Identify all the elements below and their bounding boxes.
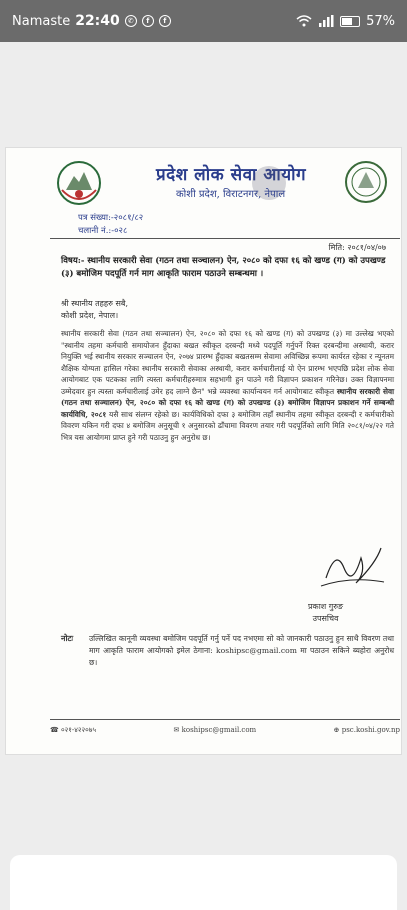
reference-number: पत्र संख्या:-२०८१/८२ bbox=[78, 213, 144, 223]
signer-title: उपसचिव bbox=[312, 614, 339, 623]
footer-web-text: psc.koshi.gov.np bbox=[341, 726, 400, 734]
dispatch-number: चलानी नं.:-०२८ bbox=[78, 226, 128, 236]
signer-name: प्रकाश गुरुङ bbox=[308, 602, 344, 611]
addressee-line: कोशी प्रदेश, नेपाल। bbox=[61, 311, 119, 320]
organization-name: प्रदेश लोक सेवा आयोग bbox=[156, 165, 307, 185]
signature-icon bbox=[306, 538, 386, 598]
addressee-line: श्री स्थानीय तहहरु सबै, bbox=[61, 299, 129, 308]
clock: 22:40 bbox=[75, 13, 120, 29]
facebook-icon-2: f bbox=[159, 15, 171, 27]
facebook-icon: f bbox=[142, 15, 154, 27]
footer-web: ⊕ psc.koshi.gov.np bbox=[333, 726, 400, 734]
letter-subject: विषय:- स्थानीय सरकारी सेवा (गठन तथा सञ्चालन) ऐन, २०८० को दफा १६ को खण्ड (ग) को उपखण्ड (३) बमोजिम पदपूर्ति गर्न माग आकृति फाराम पठाउने सम्बन्धमा । bbox=[61, 256, 386, 279]
header-divider bbox=[50, 238, 400, 239]
footer-email-text: koshipsc@gmail.com bbox=[181, 726, 257, 734]
status-bar bbox=[0, 0, 407, 42]
bottom-sheet bbox=[10, 855, 397, 910]
letter-footer bbox=[50, 726, 400, 735]
note-label: नोटः bbox=[61, 633, 74, 643]
signatory bbox=[308, 601, 343, 625]
reference-block bbox=[78, 212, 143, 238]
body-bold-text: स्थानीय सरकारी सेवा (गठन तथा सञ्चालन) ऐन, २०८० को दफा १६ को खण्ड (ग) को उपखण्ड (३) बमोजिम विज्ञापन प्रकाशन गर्ने सम्बन्धी कार्यविधि, २०८१ bbox=[61, 386, 394, 419]
battery-level: 57% bbox=[366, 13, 395, 29]
signal-icon bbox=[318, 15, 334, 27]
footer-divider bbox=[50, 719, 400, 720]
addressee bbox=[61, 298, 128, 322]
letter-date: मिति: २०८१/०४/०७ bbox=[328, 243, 386, 252]
organization-address: कोशी प्रदेश, विराटनगर, नेपाल bbox=[176, 189, 286, 200]
greeting-text: Namaste bbox=[12, 13, 71, 29]
footer-phone-text: ०२१-४२२०७५ bbox=[60, 726, 97, 734]
footer-phone: ☎ ०२१-४२२०७५ bbox=[50, 726, 97, 734]
whatsapp-icon: ✆ bbox=[125, 15, 137, 27]
footer-email: ✉ koshipsc@gmail.com bbox=[173, 726, 257, 734]
body-text-end: यसै साथ संलग्न रहेको छ। कार्यविधिको दफा ३ बमोजिम तहाँ स्थानीय तहमा स्वीकृत दरबन्दी र कर्मचारीको विवरण यकिन गरी दफा ४ बमोजिम अनुसूची १ अनुसारको ढाँचामा विवरण तयार गरी पदपूर्तिको लागि मिति २०८१/०४/२२ गते भित्र यस आयोगमा प्राप्त हुने गरी पठाउनु हुन अनुरोध छ। bbox=[61, 409, 394, 442]
note-text: उल्लिखित कानूनी व्यवस्था बमोजिम पदपूर्ति गर्नु पर्ने पद नभएमा सो को जानकारी पठाउनु हुन साथै विवरण तथा माग आकृति फाराम आयोगको इमेल ठेगाना: koshipsc@gmail.com मा पठाउन सकिने ब्यहोरा अनुरोध छ। bbox=[89, 634, 394, 667]
wifi-icon bbox=[296, 15, 312, 27]
battery-icon bbox=[340, 16, 360, 27]
letter-body bbox=[61, 328, 394, 443]
nepal-emblem-icon bbox=[56, 160, 102, 206]
body-text: स्थानीय सरकारी सेवा (गठन तथा सञ्चालन) ऐन, २०८० को दफा १६ को खण्ड (ग) को उपखण्ड (३) मा उल्लेख भएको "स्थानीय तहमा कर्मचारी समायोजन हुँदाका बखत स्वीकृत दरबन्दी मध्ये पदपूर्ति गर्नुपर्ने रिक्त दरबन्दीमा अस्थायी, करार नियुक्ति भई स्थानीय सरकार सञ्चालन ऐन, २०७४ प्रारम्भ हुँदाका बखतसम्म सेवामा अविच्छिन्न रूपमा कार्यरत रहेका र न्यूनतम शैक्षिक योग्यता हासिल गरेका स्थानीय सरकारी सेवाका अस्थायी, करार कर्मचारीलाई यो ऐन प्रारम्भ भएपछि प्रदेश लोक सेवा आयोगबाट एक पटकका लागि त्यस्ता कर्मचारीहरुमात्र सहभागी हुन पाउने गरी विज्ञापन प्रकाशन गरिनेछ। उक्त विज्ञापनमा उम्मेदवार हुन त्यस्ता कर्मचारीलाई उमेर हद लाग्ने छैन" भन्ने व्यवस्था कार्यान्वयन गर्न आयोगबाट स्वीकृत bbox=[61, 329, 394, 396]
psc-logo-icon bbox=[344, 160, 388, 204]
letter-document bbox=[5, 147, 402, 755]
image-viewer[interactable] bbox=[0, 42, 407, 910]
